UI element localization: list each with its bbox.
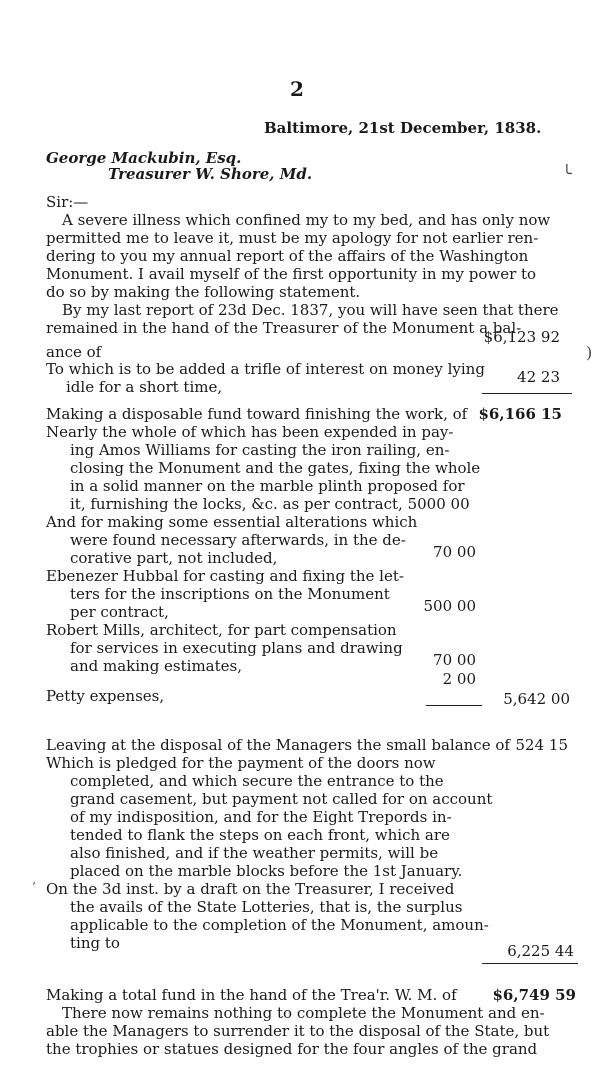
page-number: 2 [290,77,304,101]
remaining-line: also finished, and if the weather permits, will be [70,844,439,862]
lottery-amount: 6,225 44 [507,942,574,960]
addressee-title: Treasurer W. Shore, Md. [108,165,313,183]
salutation: Sir:— [46,193,89,211]
intro-line: do so by making the following statement. [46,283,361,301]
expense-amount: 500 00 [423,597,476,615]
intro-line: remained in the hand of the Treasurer of the Monument a bal- [46,319,522,337]
remaining-line: of my indisposition, and for the Eight Trepords in- [70,808,452,826]
balance-amount: $6,123 92 [483,328,560,346]
margin-mark: ╰ [562,164,572,183]
interest-line: idle for a short time, [66,378,223,396]
petty-label: Petty expenses, [46,687,165,705]
expense-line: Ebenezer Hubbal for casting and fixing the let- [46,567,404,585]
grand-total-text: Making a total fund in the hand of the Trea'r. W. M. of [46,986,457,1004]
remaining-line: applicable to the completion of the Monument, amoun- [70,916,489,934]
remaining-line: Which is pledged for the payment of the doors now [46,754,436,772]
margin-mark: ) [586,343,593,362]
intro-line: Monument. I avail myself of the first opportunity in my power to [46,265,537,283]
intro-line: permitted me to leave it, must be my apology for not earlier ren- [46,229,539,247]
expense-line: for services in executing plans and drawing [70,639,403,657]
remaining-amount: 524 15 [515,736,568,754]
remaining-line: the avails of the State Lotteries, that is, the surplus [70,898,463,916]
remaining-line: placed on the marble blocks before the 1st January. [70,862,463,880]
addressee-name: George Mackubin, Esq. [46,149,242,167]
expense-line: ters for the inscriptions on the Monument [70,585,390,603]
margin-mark: ’ [32,880,36,894]
remaining-line: ting to [70,934,120,952]
expense-line: it, furnishing the locks, &c. as per contract, 5000 00 [70,495,470,513]
sum-rule [482,963,578,964]
grand-total-amount: $6,749 59 [492,986,576,1004]
expense-line: corative part, not included, [70,549,278,567]
remaining-text: Leaving at the disposal of the Managers the small balance of [46,736,510,754]
expense-line: ing Amos Williams for casting the iron railing, en- [70,441,450,459]
expense-line: in a solid manner on the marble plinth proposed for [70,477,465,495]
expenses-total: 5,642 00 [503,690,570,708]
closing-line: the trophies or statues designed for the four angles of the grand [46,1040,538,1058]
disposable-text: Making a disposable fund toward finishing the work, of [46,405,468,423]
expense-amount: 70 00 [433,543,476,561]
expense-amount: 70 00 [433,651,476,669]
intro-line: dering to you my annual report of the affairs of the Washington [46,247,529,265]
closing-line: There now remains nothing to complete the Monument and en- [62,1004,545,1022]
sum-rule [482,393,572,394]
remaining-line: completed, and which secure the entrance to the [70,772,444,790]
expense-line: Robert Mills, architect, for part compensation [46,621,397,639]
expense-line: closing the Monument and the gates, fixing the whole [70,459,481,477]
interest-line: To which is to be added a trifle of interest on money lying [46,360,485,378]
disposable-amount: $6,166 15 [478,405,562,423]
intro-line: By my last report of 23d Dec. 1837, you will have seen that there [62,301,559,319]
expense-line: were found necessary afterwards, in the de- [70,531,406,549]
interest-amount: 42 23 [517,368,560,386]
remaining-line: On the 3d inst. by a draft on the Treasurer, I received [46,880,455,898]
closing-line: able the Managers to surrender it to the disposal of the State, but [46,1022,550,1040]
remaining-line: grand casement, but payment not called for on account [70,790,493,808]
expense-line: And for making some essential alterations which [46,513,418,531]
expense-line: Nearly the whole of which has been expended in pay- [46,423,454,441]
remaining-line: tended to flank the steps on each front, which are [70,826,450,844]
expense-line: and making estimates, [70,657,242,675]
petty-amount: 2 00 [442,670,476,688]
expense-line: per contract, [70,603,169,621]
dateline: Baltimore, 21st December, 1838. [264,119,542,137]
intro-line: A severe illness which confined my to my bed, and has only now [62,211,551,229]
intro-line: ance of [46,343,102,361]
